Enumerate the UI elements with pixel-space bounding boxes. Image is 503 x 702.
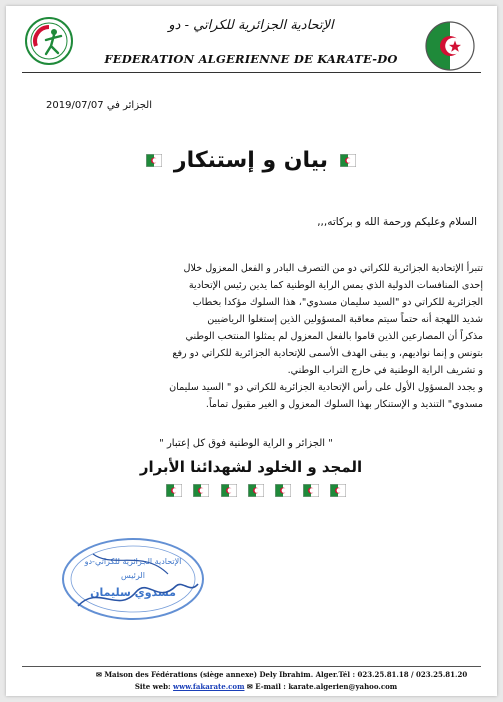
algeria-flag-icon <box>303 484 319 497</box>
stamp-line-3: مسدوي سليمان <box>90 586 176 599</box>
algeria-flag-icon <box>166 484 182 497</box>
footer-address <box>96 670 468 679</box>
header-divider <box>22 72 481 73</box>
statement-body <box>31 260 483 413</box>
body-line: شديد اللهجة أنه حتماً سيتم معاقبة المسؤولين الذين إستغلوا الرياضيين <box>207 314 483 325</box>
document-page <box>6 6 497 696</box>
footer-contact <box>96 682 436 691</box>
algeria-flag-icon <box>146 154 162 167</box>
algeria-flag-icon <box>330 484 346 497</box>
stamp-line-1: الإتحادية الجزائرية للكراتي-دو <box>84 557 182 566</box>
footer-address-text: Maison des Fédérations (siège annexe) Dely Ibrahim. Alger.Tél : 023.25.81.18 / 023.25.81.20 <box>104 670 468 679</box>
official-stamp <box>58 534 208 624</box>
body-line: مذكراً أن المصارعين الذين قاموا بالفعل المعزول لم يمثلوا المنتخب الوطني <box>185 331 483 342</box>
body-line: إحدى المنافسات الدولية الذي يمس الراية الوطنية كما يدين رئيس الإتحادية <box>188 280 483 291</box>
algeria-flag-icon <box>193 484 209 497</box>
algeria-flag-icon <box>275 484 291 497</box>
algeria-flag-icon <box>248 484 264 497</box>
algeria-flag-icon <box>221 484 237 497</box>
email-icon: ✉ <box>246 682 256 691</box>
body-line: و يجدد المسؤول الأول على رأس الإتحادية الجزائرية للكراتي دو " السيد سليمان <box>169 382 483 393</box>
algeria-flag-emblem <box>424 20 476 72</box>
website-label: Site web: <box>134 682 171 691</box>
stamp-line-2: الرئيس <box>121 571 145 580</box>
title-row <box>56 140 446 180</box>
slogan: " الجزائر و الراية الوطنية فوق كل إعتبار " <box>159 438 333 449</box>
federation-name-french: FEDERATION ALGERIENNE DE KARATE-DO <box>104 52 398 66</box>
body-line: و تشريف الراية الوطنية في خارج التراب الوطني. <box>287 365 483 376</box>
flags-row <box>166 484 346 500</box>
footer-divider <box>22 666 481 667</box>
closing-motto: المجد و الخلود لشهدائنا الأبرار <box>139 458 363 476</box>
algeria-flag-icon <box>340 154 356 167</box>
greeting: السلام وعليكم ورحمة الله و بركاته,,, <box>317 216 477 228</box>
body-line: الجزائرية للكراتي دو "السيد سليمان مسدوي"، هذا السلوك مؤكدا بخطاب <box>192 297 483 308</box>
karate-federation-logo <box>24 16 74 66</box>
website-link[interactable]: www.fakarate.com <box>173 682 245 691</box>
document-title: بيان و إستنكار <box>173 147 329 173</box>
email-text: E-mail : karate.algerien@yahoo.com <box>255 682 398 691</box>
body-line: تتبرأ الإتحادية الجزائرية للكراتي دو من التصرف البادر و الفعل المعزول خلال <box>183 263 483 274</box>
document-date: الجزائر في 2019/07/07 <box>46 100 152 111</box>
body-line: بتونس و إنما نواديهم، و يبقى الهدف الأسمى للإتحادية الجزائرية للكراتي دو رفع <box>172 348 483 359</box>
body-line: مسدوي" التنديد و الإستنكار بهذا السلوك المعزول و الغير مقبول تماماً. <box>205 399 483 410</box>
address-icon: ✉ <box>96 670 105 679</box>
federation-name-arabic: الإتحادية الجزائرية للكراتي - دو <box>168 18 334 33</box>
